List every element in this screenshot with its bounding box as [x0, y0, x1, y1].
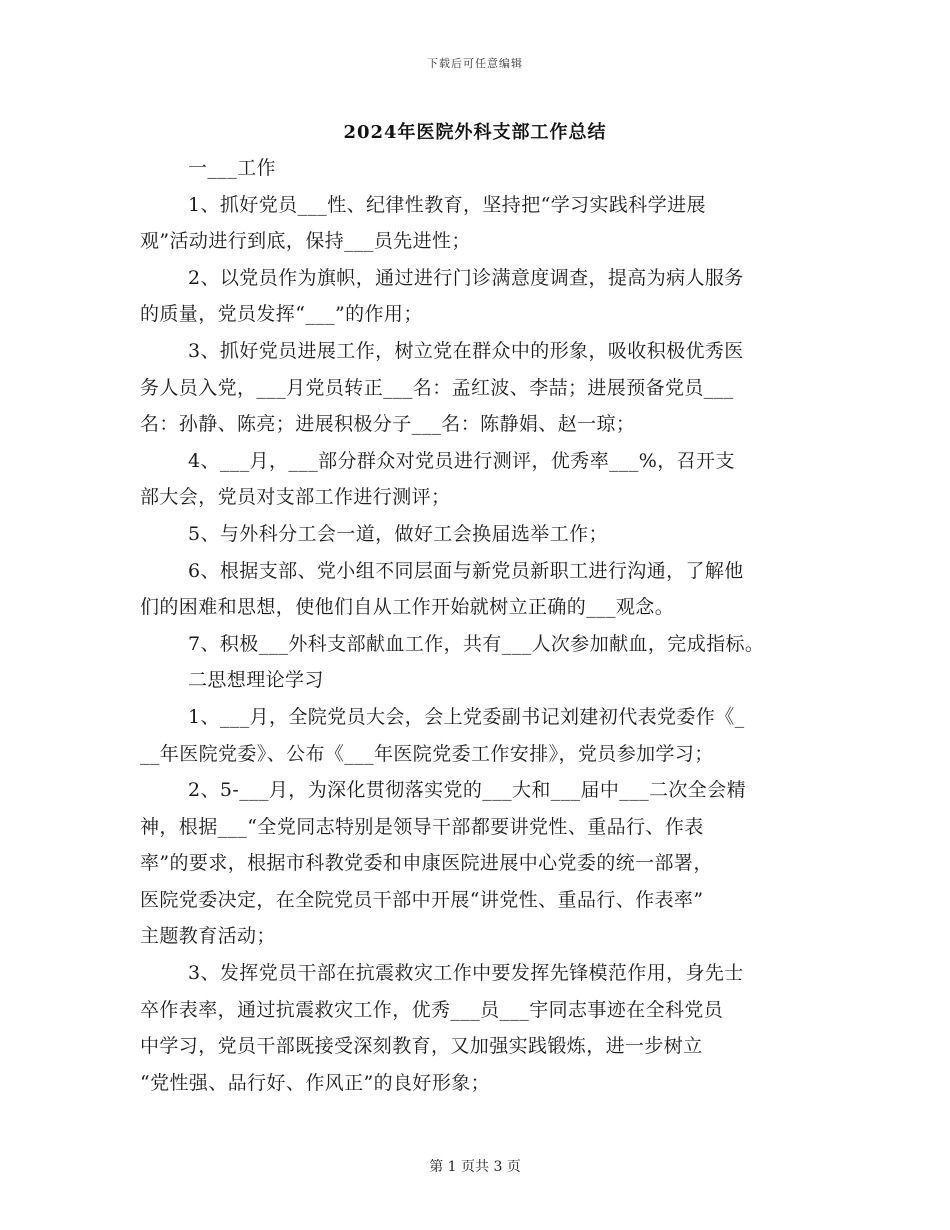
- body-line: 3、抓好党员进展工作，树立党在群众中的形象，吸收积极优秀医: [188, 339, 744, 362]
- body-line: 一___工作: [188, 157, 276, 179]
- document-body: [140, 150, 820, 1101]
- body-line: 1、___月，全院党员大会，会上党委副书记刘建初代表党委作《_: [188, 705, 745, 728]
- page-number: 第 1 页共 3 页: [429, 1159, 521, 1175]
- body-line: 5、与外科分工会一道，做好工会换届选举工作；: [188, 522, 608, 545]
- page-header-note: 下载后可任意编辑: [427, 57, 523, 70]
- body-line: 4、___月，___部分群众对党员进行测评，优秀率___%，召开支: [188, 449, 735, 472]
- body-line: 部大会，党员对支部工作进行测评；: [140, 486, 451, 509]
- body-line: 务人员入党，___月党员转正___名：孟红波、李喆；进展预备党员___: [140, 376, 734, 399]
- body-line: 1、抓好党员___性、纪律性教育，坚持把“学习实践科学进展: [188, 193, 706, 216]
- body-line: __年医院党委》、公布《___年医院党委工作安排》，党员参加学习；: [140, 742, 714, 765]
- body-line: 二思想理论学习: [188, 669, 324, 692]
- body-line: 卒作表率，通过抗震救灾工作，优秀___员___宇同志事迹在全科党员: [140, 998, 724, 1021]
- body-line: “党性强、品行好、作风正”的良好形象；: [140, 1071, 491, 1094]
- body-line: 主题教育活动；: [140, 925, 276, 948]
- body-line: 7、积极___外科支部献血工作，共有___人次参加献血，完成指标。: [188, 632, 765, 655]
- document-title: 2024年医院外科支部工作总结: [343, 122, 607, 143]
- body-line: 名：孙静、陈亮；进展积极分子___名：陈静娟、赵一琼；: [140, 413, 636, 436]
- body-line: 中学习，党员干部既接受深刻教育，又加强实践锻炼，进一步树立: [140, 1035, 703, 1058]
- body-line: 们的困难和思想，使他们自从工作开始就树立正确的___观念。: [140, 596, 675, 619]
- body-line: 的质量，党员发挥“___”的作用；: [140, 303, 423, 326]
- body-line: 3、发挥党员干部在抗震救灾工作中要发挥先锋模范作用，身先士: [188, 962, 744, 985]
- body-line: 6、根据支部、党小组不同层面与新党员新职工进行沟通，了解他: [188, 559, 744, 582]
- body-line: 2、5-___月，为深化贯彻落实党的___大和___届中___二次全会精: [188, 779, 746, 802]
- body-line: 2、以党员作为旗帜，通过进行门诊满意度调查，提高为病人服务: [188, 266, 744, 289]
- body-line: 观”活动进行到底，保持___员先进性；: [140, 230, 471, 253]
- body-line: 医院党委决定，在全院党员干部中开展“讲党性、重品行、作表率”: [140, 888, 704, 911]
- body-line: 率”的要求，根据市科教党委和申康医院进展中心党委的统一部署，: [140, 852, 713, 875]
- body-line: 神，根据___“全党同志特别是领导干部都要讲党性、重品行、作表: [140, 815, 704, 838]
